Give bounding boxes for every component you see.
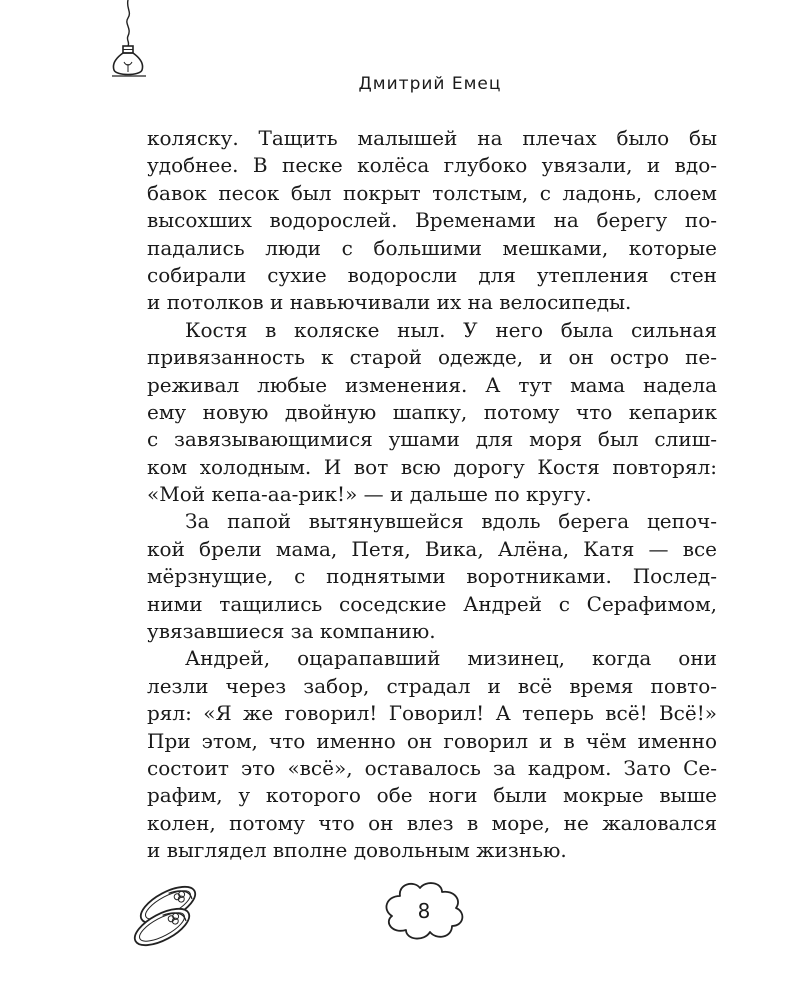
page-number: 8 <box>417 899 431 923</box>
light-bulb-icon <box>104 0 154 82</box>
text-line: рафим, у которого обе ноги были мокрые выше <box>147 783 717 808</box>
text-line: состоит это «всё», оставалось за кадром. Зато Се- <box>147 755 717 780</box>
text-line: ему новую двойную шапку, потому что кепарик <box>147 399 717 424</box>
text-line: мёрзнущие, с поднятыми воротниками. Послед- <box>147 564 717 589</box>
body-text <box>147 125 717 865</box>
text-line: лезли через забор, страдал и всё время повто- <box>147 673 717 698</box>
text-line: удобнее. В песке колёса глубоко увязали, и вдо- <box>147 153 717 178</box>
text-line: с завязывающимися ушами для моря был слиш- <box>147 427 717 452</box>
text-line: коляску. Тащить малышей на плечах было бы <box>147 126 717 150</box>
text-line: высохших водорослей. Временами на берегу по- <box>147 208 717 233</box>
page-number-badge <box>378 878 470 944</box>
text-line: увязавшиеся за компанию. <box>147 619 436 644</box>
text-line: и выглядел вполне довольным жизнью. <box>147 838 567 863</box>
text-line: Костя в коляске ныл. У него была сильная <box>185 317 717 342</box>
running-head-author: Дмитрий Емец <box>358 74 502 94</box>
text-line: кой брели мама, Петя, Вика, Алёна, Катя — все <box>147 536 717 561</box>
text-line: За папой вытянувшейся вдоль берега цепоч- <box>185 509 717 534</box>
text-line: рял: «Я же говорил! Говорил! А теперь всё! Всё!» <box>147 701 717 726</box>
slippers-icon <box>122 875 208 951</box>
text-line: колен, потому что он влез в море, не жаловался <box>147 810 717 835</box>
text-line: падались люди с большими мешками, которые <box>147 235 717 260</box>
text-line: и потолков и навьючивали их на велосипеды. <box>147 290 632 315</box>
text-line: реживал любые изменения. А тут мама надела <box>147 372 717 397</box>
text-line: ними тащились соседские Андрей с Серафимом, <box>147 591 717 616</box>
text-line: бавок песок был покрыт толстым, с ладонь, слоем <box>147 180 717 205</box>
text-line: «Мой кепа-аа-рик!» — и дальше по кругу. <box>147 482 592 507</box>
text-line: привязанность к старой одежде, и он остро пе- <box>147 345 717 370</box>
text-line: Андрей, оцарапавший мизинец, когда они <box>185 646 717 671</box>
text-line: собирали сухие водоросли для утепления стен <box>147 262 717 287</box>
text-line: ком холодным. И вот всю дорогу Костя повторял: <box>147 454 717 479</box>
text-line: При этом, что именно он говорил и в чём именно <box>147 728 717 753</box>
